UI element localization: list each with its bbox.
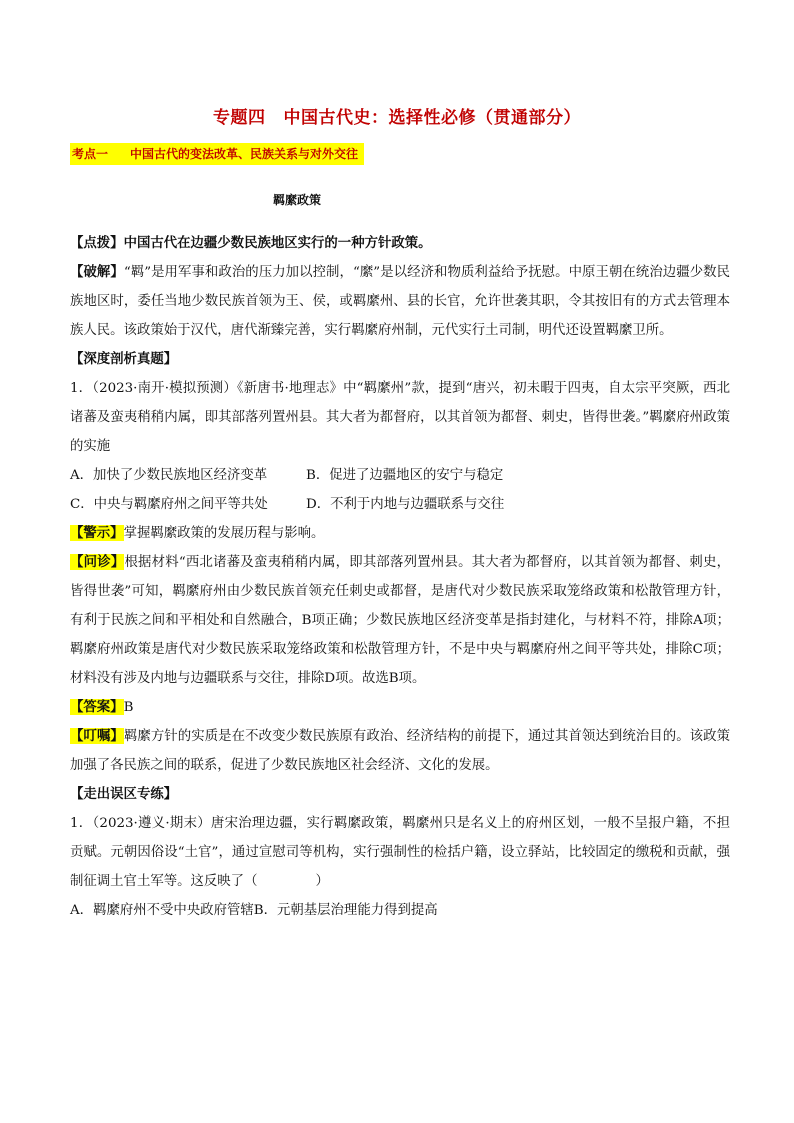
dingzhu-paragraph	[70, 722, 730, 780]
question-1-options-row2	[70, 490, 730, 519]
wenzhen-text: 根据材料“西北诸蕃及蛮夷稍稍内属，即其部落列置州县。其大者为都督府，以其首领为都督、刺史，皆得世袭”可知，羁縻府州由少数民族首领充任刺史或都督，是唐代对少数民族采取笼络政策和松散管理方针，有利于民族之间和平相处和自然融合，B项正确；少数民族地区经济变革是指封建化，与材料不符，排除A项；羁縻府州政策是唐代对少数民族采取笼络政策和松散管理方针，不是中央与羁縻府州之间平等共处，排除C项；材料没有涉及内地与边疆联系与交往，排除D项。故选B项。	[70, 555, 731, 686]
question-1-stem: 1．（2023·南开·模拟预测）《新唐书·地理志》中“羁縻州”款，提到“唐兴，初未暇于四夷，自太宗平突厥，西北诸蕃及蛮夷稍稍内属，即其部落列置州县。其大者为都督府，以其首领为都督、刺史，皆得世袭。”羁縻府州政策的实施	[70, 381, 730, 454]
section-subtitle: 羁縻政策	[272, 193, 321, 207]
daan-label: 【答案】	[70, 699, 124, 715]
pojie-label: 【破解】	[70, 264, 124, 280]
daan-paragraph	[70, 693, 730, 722]
zouchu-heading: 【走出误区专练】	[70, 786, 178, 802]
shendu-heading: 【深度剖析真题】	[70, 351, 178, 367]
jingshi-paragraph	[70, 519, 730, 548]
kaodian-text: 中国古代的变法改革、民族关系与对外交往	[130, 147, 359, 161]
question-1-options-row1	[70, 461, 730, 490]
question-2-stem-end: ）	[315, 874, 329, 889]
question-2-stem	[70, 809, 730, 896]
kaodian-banner	[70, 143, 364, 165]
kaodian-label: 考点一	[72, 147, 109, 161]
option-c: C．中央与羁縻府州之间平等共处	[70, 497, 268, 512]
option-d: D．不利于内地与边疆联系与交往	[306, 497, 505, 512]
dingzhu-text: 羁縻方针的实质是在不改变少数民族原有政治、经济结构的前提下，通过其首领达到统治目的。该政策加强了各民族之间的联系，促进了少数民族地区社会经济、文化的发展。	[70, 729, 731, 773]
content-body	[70, 229, 730, 925]
page-title	[0, 103, 794, 128]
dianbo-label: 【点拨】	[70, 235, 124, 251]
option-b: B．促进了边疆地区的安宁与稳定	[306, 468, 504, 483]
question-2-options-row1	[70, 896, 730, 925]
pojie-text: “羁”是用军事和政治的压力加以控制，“縻”是以经济和物质利益给予抚慰。中原王朝在统治边疆少数民族地区时，委任当地少数民族首领为王、侯，或羁縻州、县的长官，允许世袭其职，令其按旧有的方式去管理本族人民。该政策始于汉代，唐代渐臻完善，实行羁縻府州制，元代实行土司制，明代还设置羁縻卫所。	[70, 265, 730, 338]
wenzhen-paragraph	[70, 548, 730, 693]
option-a: A．加快了少数民族地区经济变革	[70, 468, 268, 483]
dingzhu-label: 【叮嘱】	[70, 728, 124, 744]
wenzhen-label: 【问诊】	[70, 554, 125, 570]
title-part1: 专题四	[213, 108, 266, 128]
option-a: A．羁縻府州不受中央政府管辖	[70, 903, 254, 918]
option-b: B．元朝基层治理能力得到提高	[253, 903, 438, 918]
dianbo-text: 中国古代在边疆少数民族地区实行的一种方针政策。	[123, 235, 432, 251]
question-2-stem-text: 1．（2023·遵义·期末）唐宋治理边疆，实行羁縻政策，羁縻州只是名义上的府州区划，一般不呈报户籍，不担贡赋。元朝因俗设“土官”，通过宣慰司等机构，实行强制性的检括户籍，设立驿站，比较固定的缴税和贡献，强制征调土官土军等。这反映了（	[70, 816, 730, 889]
jingshi-label: 【警示】	[70, 525, 124, 541]
pojie-paragraph	[70, 258, 730, 345]
jingshi-text: 掌握羁縻政策的发展历程与影响。	[123, 526, 325, 541]
title-part2: 中国古代史：选择性必修（贯通部分）	[283, 108, 581, 128]
daan-text: B	[123, 700, 134, 715]
dianbo-paragraph	[70, 229, 730, 258]
